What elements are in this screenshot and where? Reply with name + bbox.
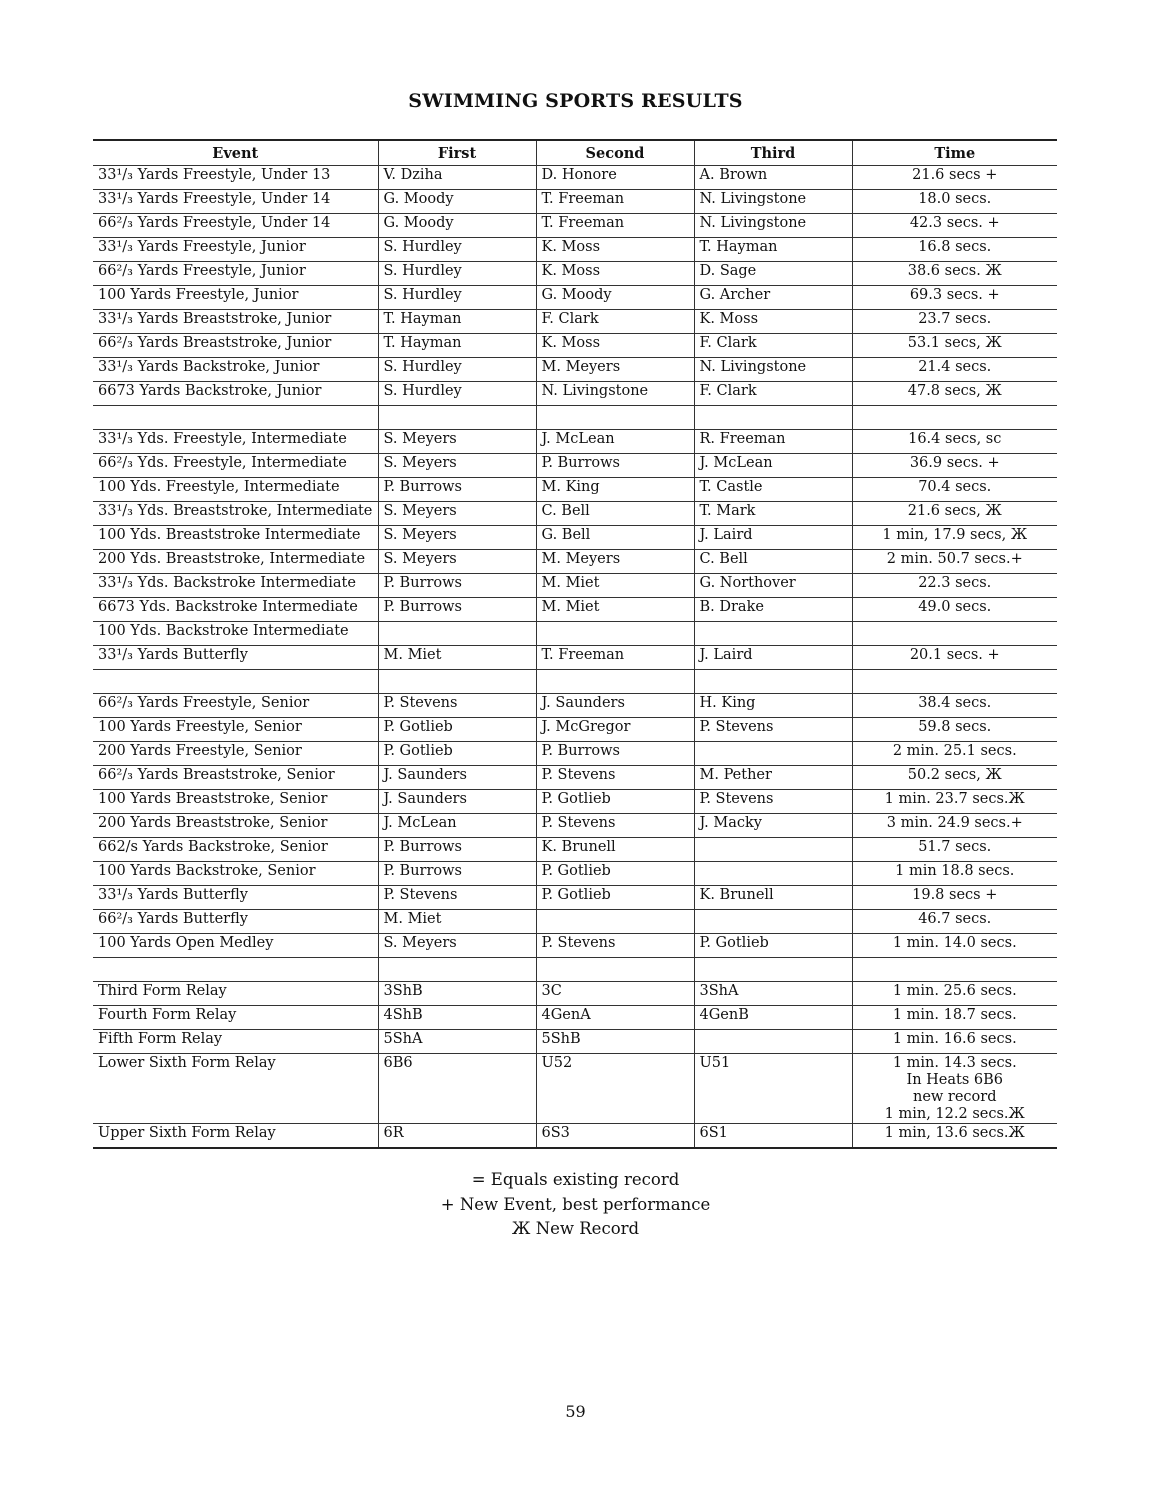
cell-third: M. Pether — [694, 766, 852, 790]
cell-third: G. Northover — [694, 574, 852, 598]
cell-time: 47.8 secs, Ж — [852, 382, 1057, 406]
cell-third — [694, 1030, 852, 1054]
cell-first: J. Saunders — [378, 790, 536, 814]
cell-third: N. Livingstone — [694, 190, 852, 214]
cell-event: 200 Yards Breaststroke, Senior — [93, 814, 378, 838]
cell-first: P. Burrows — [378, 574, 536, 598]
cell-third: T. Castle — [694, 478, 852, 502]
cell-second: K. Moss — [536, 262, 694, 286]
cell-event: Fourth Form Relay — [93, 1006, 378, 1030]
cell-third: D. Sage — [694, 262, 852, 286]
table-row — [93, 454, 1057, 478]
cell-third — [694, 958, 852, 982]
cell-second: K. Moss — [536, 334, 694, 358]
cell-second: M. Meyers — [536, 550, 694, 574]
cell-event: 66²/₃ Yards Freestyle, Senior — [93, 694, 378, 718]
cell-first: P. Burrows — [378, 862, 536, 886]
table-row — [93, 478, 1057, 502]
cell-time: 46.7 secs. — [852, 910, 1057, 934]
cell-second: U52 — [536, 1054, 694, 1124]
column-header-event: Event — [93, 140, 378, 166]
table-header-row — [93, 140, 1057, 166]
cell-second: T. Freeman — [536, 646, 694, 670]
cell-first: S. Hurdley — [378, 238, 536, 262]
table-row — [93, 190, 1057, 214]
cell-third: P. Gotlieb — [694, 934, 852, 958]
table-row — [93, 1054, 1057, 1124]
cell-second — [536, 622, 694, 646]
cell-event: 33¹/₃ Yds. Freestyle, Intermediate — [93, 430, 378, 454]
results-table — [93, 139, 1057, 1149]
cell-first: S. Meyers — [378, 502, 536, 526]
column-header-third: Third — [694, 140, 852, 166]
table-row — [93, 502, 1057, 526]
cell-time: 23.7 secs. — [852, 310, 1057, 334]
cell-first — [378, 958, 536, 982]
cell-time: 18.0 secs. — [852, 190, 1057, 214]
cell-second — [536, 670, 694, 694]
cell-event: 66²/₃ Yds. Freestyle, Intermediate — [93, 454, 378, 478]
cell-third — [694, 838, 852, 862]
cell-first: S. Hurdley — [378, 262, 536, 286]
cell-time — [852, 958, 1057, 982]
cell-second: P. Stevens — [536, 814, 694, 838]
cell-second: F. Clark — [536, 310, 694, 334]
cell-second: P. Gotlieb — [536, 886, 694, 910]
cell-first: S. Meyers — [378, 430, 536, 454]
cell-event: 33¹/₃ Yards Freestyle, Junior — [93, 238, 378, 262]
cell-event: 100 Yards Backstroke, Senior — [93, 862, 378, 886]
table-row — [93, 1006, 1057, 1030]
cell-second: 5ShB — [536, 1030, 694, 1054]
cell-time: 42.3 secs. + — [852, 214, 1057, 238]
cell-third: J. Laird — [694, 646, 852, 670]
cell-third — [694, 622, 852, 646]
cell-second: M. Meyers — [536, 358, 694, 382]
cell-event: 33¹/₃ Yds. Breaststroke, Intermediate — [93, 502, 378, 526]
cell-first: 6B6 — [378, 1054, 536, 1124]
cell-first — [378, 622, 536, 646]
cell-event: 100 Yards Freestyle, Senior — [93, 718, 378, 742]
cell-first: G. Moody — [378, 190, 536, 214]
cell-event: 200 Yards Freestyle, Senior — [93, 742, 378, 766]
cell-first: P. Stevens — [378, 694, 536, 718]
cell-event: 33¹/₃ Yards Freestyle, Under 14 — [93, 190, 378, 214]
cell-second: M. Miet — [536, 598, 694, 622]
page-title: SWIMMING SPORTS RESULTS — [408, 90, 743, 112]
cell-second: P. Burrows — [536, 454, 694, 478]
cell-time: 2 min. 25.1 secs. — [852, 742, 1057, 766]
cell-event: 66²/₃ Yards Butterfly — [93, 910, 378, 934]
cell-event — [93, 958, 378, 982]
cell-time: 49.0 secs. — [852, 598, 1057, 622]
cell-event: 100 Yds. Breaststroke Intermediate — [93, 526, 378, 550]
cell-time: 3 min. 24.9 secs.+ — [852, 814, 1057, 838]
table-row — [93, 646, 1057, 670]
cell-event: 100 Yds. Freestyle, Intermediate — [93, 478, 378, 502]
cell-second: J. McGregor — [536, 718, 694, 742]
page-number: 59 — [565, 1402, 586, 1421]
cell-first: S. Hurdley — [378, 286, 536, 310]
cell-second: K. Moss — [536, 238, 694, 262]
cell-event: 33¹/₃ Yards Backstroke, Junior — [93, 358, 378, 382]
cell-first: P. Burrows — [378, 478, 536, 502]
results-body — [93, 166, 1057, 1149]
table-row — [93, 526, 1057, 550]
cell-time: 2 min. 50.7 secs.+ — [852, 550, 1057, 574]
cell-time: 21.6 secs, Ж — [852, 502, 1057, 526]
cell-time: 38.4 secs. — [852, 694, 1057, 718]
table-row — [93, 286, 1057, 310]
cell-first: T. Hayman — [378, 334, 536, 358]
cell-second: P. Stevens — [536, 766, 694, 790]
cell-second: K. Brunell — [536, 838, 694, 862]
cell-time: 70.4 secs. — [852, 478, 1057, 502]
table-row — [93, 550, 1057, 574]
cell-third: 4GenB — [694, 1006, 852, 1030]
table-row — [93, 838, 1057, 862]
cell-first: V. Dziha — [378, 166, 536, 190]
table-row — [93, 166, 1057, 190]
cell-time: 1 min. 14.3 secs. In Heats 6B6 new record 1 min, 12.2 secs.Ж — [852, 1054, 1057, 1124]
cell-second: C. Bell — [536, 502, 694, 526]
cell-event: 33¹/₃ Yds. Backstroke Intermediate — [93, 574, 378, 598]
cell-third: U51 — [694, 1054, 852, 1124]
cell-event: 33¹/₃ Yards Freestyle, Under 13 — [93, 166, 378, 190]
cell-first — [378, 406, 536, 430]
table-row — [93, 910, 1057, 934]
table-row — [93, 574, 1057, 598]
table-row — [93, 742, 1057, 766]
cell-event: 33¹/₃ Yards Butterfly — [93, 886, 378, 910]
cell-time: 22.3 secs. — [852, 574, 1057, 598]
cell-event: Upper Sixth Form Relay — [93, 1124, 378, 1149]
cell-time: 19.8 secs + — [852, 886, 1057, 910]
table-row — [93, 598, 1057, 622]
cell-first: 5ShA — [378, 1030, 536, 1054]
cell-third: A. Brown — [694, 166, 852, 190]
cell-third: B. Drake — [694, 598, 852, 622]
cell-third: J. Macky — [694, 814, 852, 838]
cell-first: G. Moody — [378, 214, 536, 238]
cell-first: S. Meyers — [378, 550, 536, 574]
cell-third — [694, 670, 852, 694]
cell-time: 21.4 secs. — [852, 358, 1057, 382]
cell-second: J. Saunders — [536, 694, 694, 718]
table-row — [93, 766, 1057, 790]
table-row — [93, 694, 1057, 718]
table-row — [93, 334, 1057, 358]
table-row — [93, 1124, 1057, 1149]
cell-second: G. Bell — [536, 526, 694, 550]
cell-time: 1 min. 18.7 secs. — [852, 1006, 1057, 1030]
cell-time — [852, 406, 1057, 430]
table-row — [93, 718, 1057, 742]
table-row — [93, 238, 1057, 262]
cell-third: P. Stevens — [694, 790, 852, 814]
cell-event: 66²/₃ Yards Breaststroke, Senior — [93, 766, 378, 790]
table-row — [93, 310, 1057, 334]
cell-third: C. Bell — [694, 550, 852, 574]
cell-time: 1 min. 25.6 secs. — [852, 982, 1057, 1006]
cell-second: T. Freeman — [536, 190, 694, 214]
cell-first: S. Hurdley — [378, 358, 536, 382]
cell-first: P. Stevens — [378, 886, 536, 910]
cell-first: P. Gotlieb — [378, 718, 536, 742]
cell-third: T. Mark — [694, 502, 852, 526]
column-header-first: First — [378, 140, 536, 166]
cell-event — [93, 670, 378, 694]
cell-first: M. Miet — [378, 646, 536, 670]
cell-first: T. Hayman — [378, 310, 536, 334]
cell-time — [852, 622, 1057, 646]
cell-second: M. King — [536, 478, 694, 502]
cell-event: 33¹/₃ Yards Breaststroke, Junior — [93, 310, 378, 334]
cell-second: P. Stevens — [536, 934, 694, 958]
legend-item-equals: = Equals existing record — [471, 1170, 680, 1189]
cell-time: 1 min. 16.6 secs. — [852, 1030, 1057, 1054]
cell-time: 1 min, 17.9 secs, Ж — [852, 526, 1057, 550]
cell-time: 1 min, 13.6 secs.Ж — [852, 1124, 1057, 1149]
cell-second: 6S3 — [536, 1124, 694, 1149]
cell-first: J. McLean — [378, 814, 536, 838]
table-row — [93, 406, 1057, 430]
cell-time: 50.2 secs, Ж — [852, 766, 1057, 790]
cell-first: P. Burrows — [378, 598, 536, 622]
cell-third: K. Brunell — [694, 886, 852, 910]
cell-first: J. Saunders — [378, 766, 536, 790]
cell-third: 6S1 — [694, 1124, 852, 1149]
table-row — [93, 790, 1057, 814]
cell-second: M. Miet — [536, 574, 694, 598]
cell-time: 38.6 secs. Ж — [852, 262, 1057, 286]
table-row — [93, 622, 1057, 646]
cell-second: J. McLean — [536, 430, 694, 454]
table-row — [93, 358, 1057, 382]
cell-third — [694, 910, 852, 934]
legend-item-new-record: Ж New Record — [511, 1219, 640, 1238]
cell-second: 4GenA — [536, 1006, 694, 1030]
cell-first: P. Gotlieb — [378, 742, 536, 766]
cell-time: 21.6 secs + — [852, 166, 1057, 190]
cell-event: 33¹/₃ Yards Butterfly — [93, 646, 378, 670]
cell-first: S. Meyers — [378, 934, 536, 958]
cell-time — [852, 670, 1057, 694]
cell-first: 6R — [378, 1124, 536, 1149]
cell-third: N. Livingstone — [694, 214, 852, 238]
cell-event: 6673 Yards Backstroke, Junior — [93, 382, 378, 406]
cell-event: 6673 Yds. Backstroke Intermediate — [93, 598, 378, 622]
cell-time: 36.9 secs. + — [852, 454, 1057, 478]
cell-event: Lower Sixth Form Relay — [93, 1054, 378, 1124]
table-row — [93, 886, 1057, 910]
legend — [0, 1168, 1151, 1242]
table-row — [93, 262, 1057, 286]
table-row — [93, 982, 1057, 1006]
cell-event: 100 Yards Breaststroke, Senior — [93, 790, 378, 814]
cell-third: H. King — [694, 694, 852, 718]
legend-item-new-event: + New Event, best performance — [440, 1194, 711, 1214]
cell-first: S. Meyers — [378, 454, 536, 478]
cell-third: T. Hayman — [694, 238, 852, 262]
cell-event: 66²/₃ Yards Breaststroke, Junior — [93, 334, 378, 358]
cell-third: R. Freeman — [694, 430, 852, 454]
table-row — [93, 862, 1057, 886]
cell-first: M. Miet — [378, 910, 536, 934]
cell-second: T. Freeman — [536, 214, 694, 238]
cell-time: 53.1 secs, Ж — [852, 334, 1057, 358]
cell-event: 662/s Yards Backstroke, Senior — [93, 838, 378, 862]
cell-second: P. Gotlieb — [536, 790, 694, 814]
cell-second: G. Moody — [536, 286, 694, 310]
cell-first: 3ShB — [378, 982, 536, 1006]
cell-first: 4ShB — [378, 1006, 536, 1030]
table-row — [93, 382, 1057, 406]
cell-third — [694, 742, 852, 766]
cell-first — [378, 670, 536, 694]
cell-second: N. Livingstone — [536, 382, 694, 406]
cell-second — [536, 406, 694, 430]
cell-event: 100 Yds. Backstroke Intermediate — [93, 622, 378, 646]
table-row — [93, 958, 1057, 982]
cell-third — [694, 406, 852, 430]
cell-second: D. Honore — [536, 166, 694, 190]
cell-time: 1 min. 14.0 secs. — [852, 934, 1057, 958]
cell-event: Fifth Form Relay — [93, 1030, 378, 1054]
cell-first: P. Burrows — [378, 838, 536, 862]
cell-third: G. Archer — [694, 286, 852, 310]
cell-second: P. Burrows — [536, 742, 694, 766]
cell-time: 1 min. 23.7 secs.Ж — [852, 790, 1057, 814]
cell-event: 66²/₃ Yards Freestyle, Junior — [93, 262, 378, 286]
cell-time: 16.8 secs. — [852, 238, 1057, 262]
cell-second — [536, 958, 694, 982]
cell-second: P. Gotlieb — [536, 862, 694, 886]
cell-event — [93, 406, 378, 430]
table-row — [93, 934, 1057, 958]
cell-event: 200 Yds. Breaststroke, Intermediate — [93, 550, 378, 574]
cell-first: S. Hurdley — [378, 382, 536, 406]
cell-time: 59.8 secs. — [852, 718, 1057, 742]
cell-event: 66²/₃ Yards Freestyle, Under 14 — [93, 214, 378, 238]
cell-event: 100 Yards Open Medley — [93, 934, 378, 958]
cell-third: F. Clark — [694, 382, 852, 406]
table-row — [93, 214, 1057, 238]
cell-time: 20.1 secs. + — [852, 646, 1057, 670]
cell-time: 1 min 18.8 secs. — [852, 862, 1057, 886]
cell-third: J. Laird — [694, 526, 852, 550]
cell-second — [536, 910, 694, 934]
cell-event: 100 Yards Freestyle, Junior — [93, 286, 378, 310]
cell-third: P. Stevens — [694, 718, 852, 742]
table-row — [93, 670, 1057, 694]
cell-first: S. Meyers — [378, 526, 536, 550]
cell-third: F. Clark — [694, 334, 852, 358]
cell-third: 3ShA — [694, 982, 852, 1006]
column-header-time: Time — [852, 140, 1057, 166]
column-header-second: Second — [536, 140, 694, 166]
table-row — [93, 430, 1057, 454]
cell-second: 3C — [536, 982, 694, 1006]
cell-time: 69.3 secs. + — [852, 286, 1057, 310]
cell-third: N. Livingstone — [694, 358, 852, 382]
cell-third: J. McLean — [694, 454, 852, 478]
cell-third: K. Moss — [694, 310, 852, 334]
table-row — [93, 1030, 1057, 1054]
cell-time: 16.4 secs, sc — [852, 430, 1057, 454]
cell-event: Third Form Relay — [93, 982, 378, 1006]
cell-third — [694, 862, 852, 886]
cell-time: 51.7 secs. — [852, 838, 1057, 862]
table-row — [93, 814, 1057, 838]
